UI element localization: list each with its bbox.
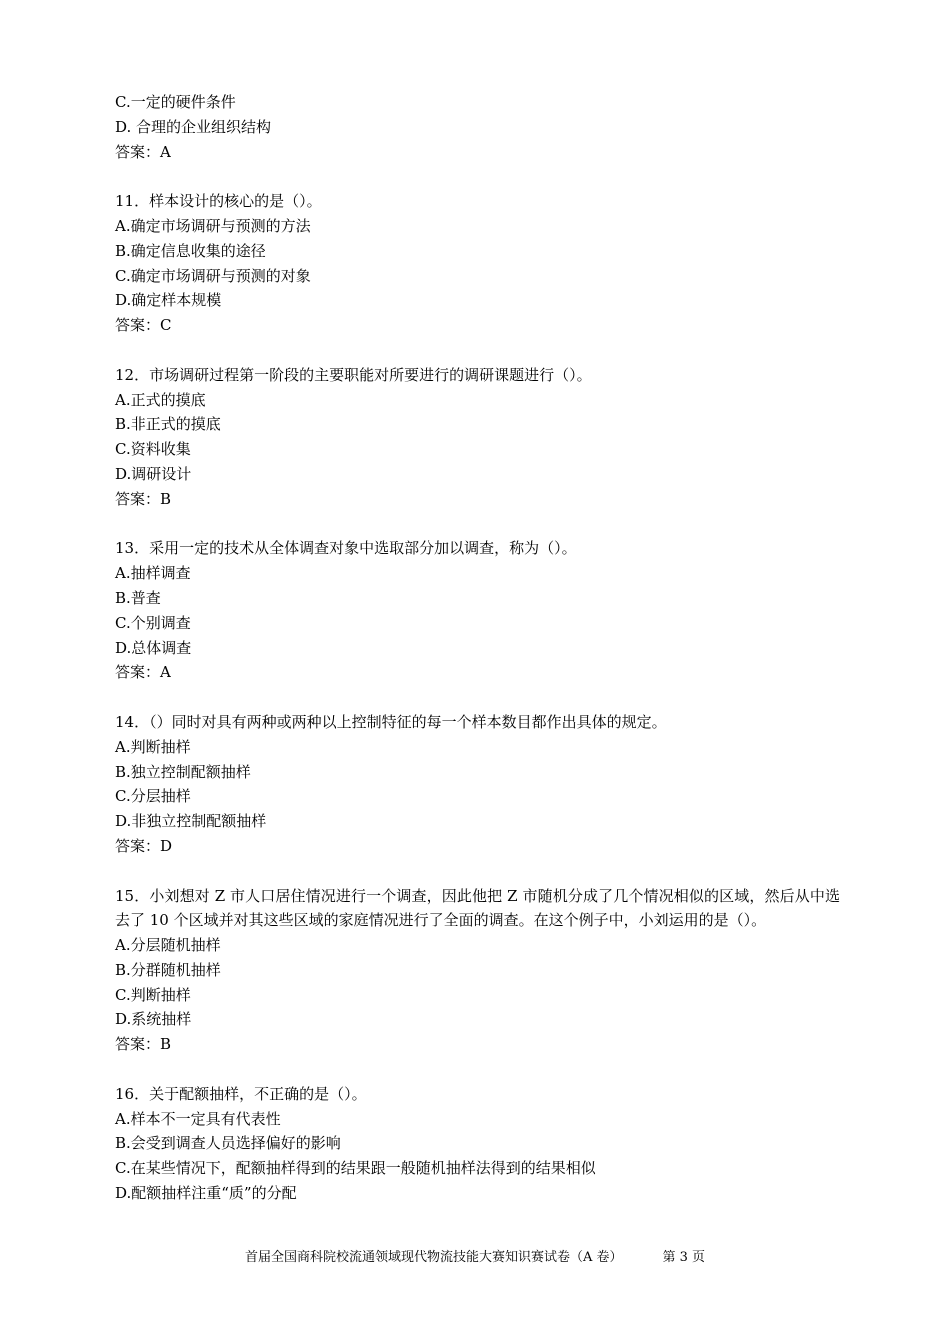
option-b: B.会受到调查人员选择偏好的影响 bbox=[115, 1134, 341, 1153]
question-15 bbox=[115, 884, 840, 1058]
question-16 bbox=[115, 1082, 840, 1206]
question-stem: 16．关于配额抽样，不正确的是（）。 bbox=[115, 1084, 367, 1103]
question-12 bbox=[115, 363, 840, 512]
option-a: A.分层随机抽样 bbox=[115, 936, 221, 955]
option-c: C.在某些情况下，配额抽样得到的结果跟一般随机抽样法得到的结果相似 bbox=[115, 1159, 596, 1178]
page-number: 第 3 页 bbox=[662, 1250, 706, 1265]
answer: 答案：A bbox=[115, 663, 171, 682]
question-stem: 15．小刘想对 Z 市人口居住情况进行一个调查，因此他把 Z 市随机分成了几个情况相似的区域，然后从中选去了 10 个区域并对其这些区域的家庭情况进行了全面的调查。在这个例子中，小刘运用的是（）。 bbox=[115, 886, 840, 930]
option-d: D. 合理的企业组织结构 bbox=[115, 117, 272, 136]
option-a: A.判断抽样 bbox=[115, 737, 191, 756]
option-d: D.系统抽样 bbox=[115, 1010, 192, 1029]
question-13 bbox=[115, 536, 840, 685]
question-14 bbox=[115, 710, 840, 859]
option-d: D.调研设计 bbox=[115, 464, 192, 483]
option-b: B.独立控制配额抽样 bbox=[115, 762, 251, 781]
option-c: C.一定的硬件条件 bbox=[115, 93, 236, 111]
option-d: D.总体调查 bbox=[115, 638, 192, 657]
option-a: A.确定市场调研与预测的方法 bbox=[115, 216, 311, 235]
question-stem: 12．市场调研过程第一阶段的主要职能对所要进行的调研课题进行（）。 bbox=[115, 365, 592, 384]
option-a: A.正式的摸底 bbox=[115, 390, 206, 409]
answer: 答案：B bbox=[115, 1035, 172, 1054]
prev-question-tail bbox=[115, 90, 840, 164]
option-b: B.非正式的摸底 bbox=[115, 415, 221, 434]
question-stem: 14．（）同时对具有两种或两种以上控制特征的每一个样本数目都作出具体的规定。 bbox=[115, 712, 667, 731]
question-stem: 11．样本设计的核心的是（）。 bbox=[115, 192, 322, 211]
answer: 答案：A bbox=[115, 142, 171, 161]
option-b: B.分群随机抽样 bbox=[115, 960, 221, 979]
spacer bbox=[115, 338, 840, 363]
spacer bbox=[115, 859, 840, 884]
spacer bbox=[115, 1057, 840, 1082]
spacer bbox=[115, 512, 840, 537]
option-d: D.配额抽样注重“质”的分配 bbox=[115, 1184, 297, 1203]
page-footer bbox=[0, 1248, 950, 1268]
option-d: D.非独立控制配额抽样 bbox=[115, 812, 267, 831]
option-c: C.资料收集 bbox=[115, 440, 191, 459]
answer: 答案：B bbox=[115, 489, 172, 508]
option-c: C.个别调查 bbox=[115, 613, 191, 632]
option-a: A.抽样调查 bbox=[115, 564, 191, 583]
document-body bbox=[115, 90, 840, 1206]
spacer bbox=[115, 164, 840, 189]
spacer bbox=[115, 685, 840, 710]
option-d: D.确定样本规模 bbox=[115, 291, 222, 310]
question-stem: 13．采用一定的技术从全体调查对象中选取部分加以调查，称为（）。 bbox=[115, 539, 577, 558]
option-b: B.普查 bbox=[115, 588, 161, 607]
question-11 bbox=[115, 189, 840, 338]
option-c: C.判断抽样 bbox=[115, 985, 191, 1004]
option-c: C.分层抽样 bbox=[115, 787, 191, 806]
answer: 答案：C bbox=[115, 316, 172, 335]
option-a: A.样本不一定具有代表性 bbox=[115, 1109, 281, 1128]
answer: 答案：D bbox=[115, 836, 173, 855]
option-b: B.确定信息收集的途径 bbox=[115, 241, 266, 260]
exam-title: 首届全国商科院校流通领域现代物流技能大赛知识赛试卷（A 卷） bbox=[244, 1250, 623, 1265]
option-c: C.确定市场调研与预测的对象 bbox=[115, 266, 311, 285]
